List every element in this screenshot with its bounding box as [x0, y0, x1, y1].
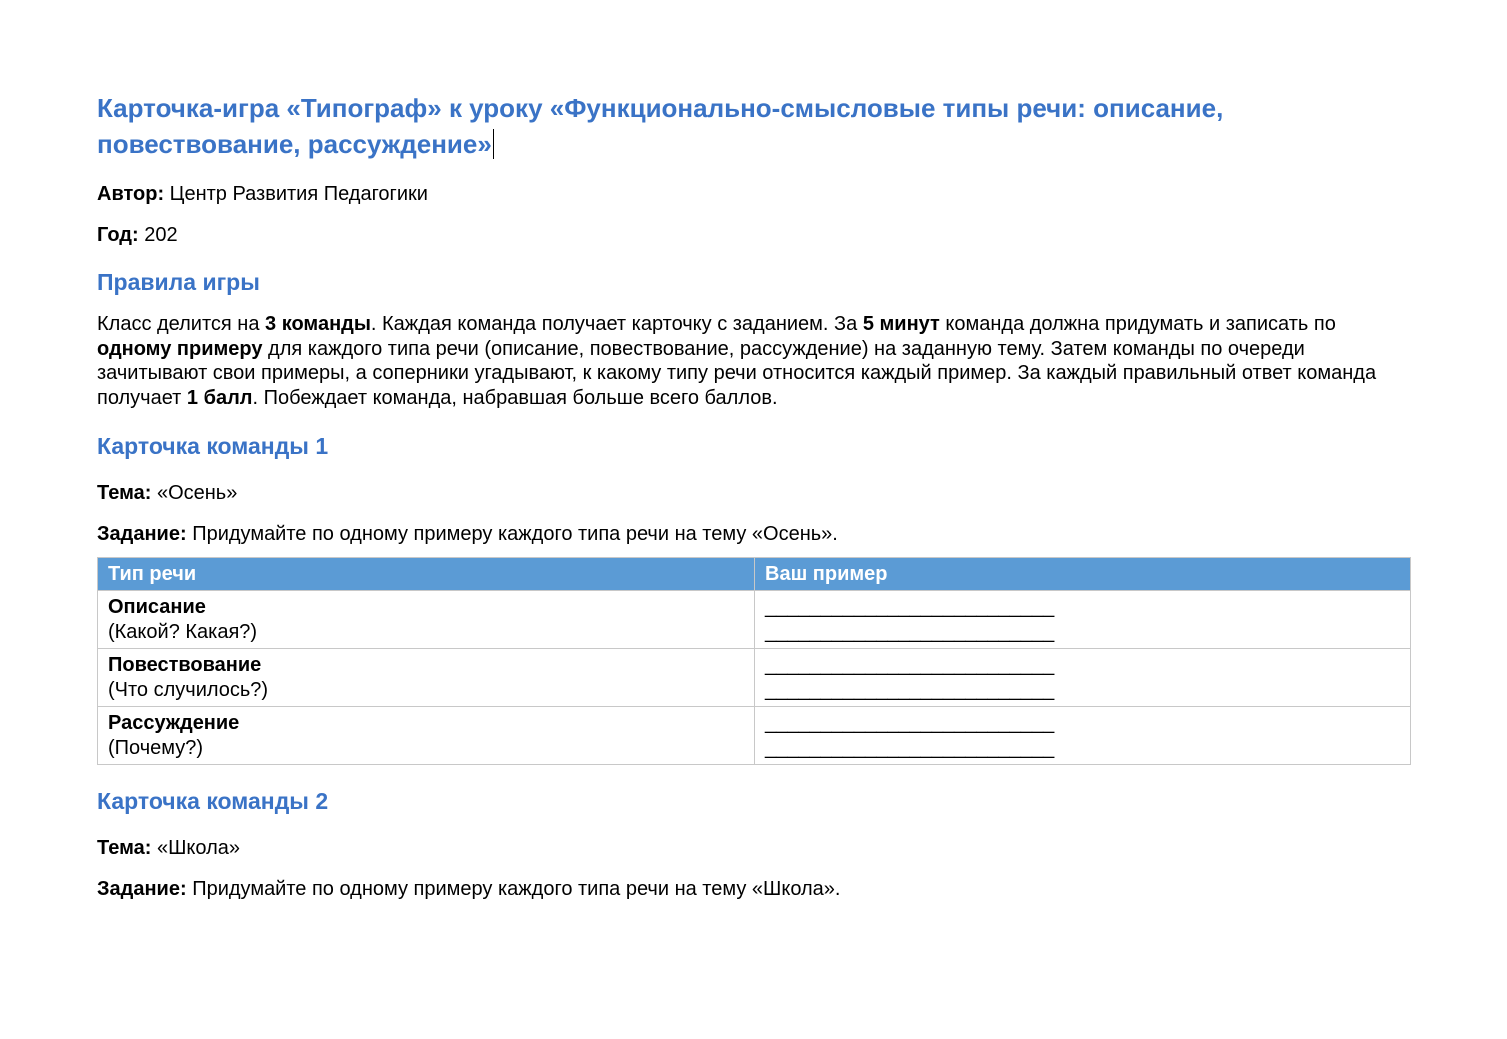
example-cell[interactable] [755, 591, 1411, 649]
table-row [98, 591, 1411, 649]
year-label: Год: [97, 224, 139, 246]
speech-type-name: Описание [108, 596, 206, 618]
card1-theme [97, 479, 1411, 507]
speech-type-cell [98, 591, 755, 649]
rules-text-3: команда должна придумать и записать по [939, 313, 1336, 335]
speech-type-hint: (Какой? Какая?) [108, 621, 258, 643]
example-cell[interactable] [755, 707, 1411, 765]
card2-theme-label: Тема: [97, 837, 152, 859]
title-text: Карточка-игра «Типограф» к уроку «Функционально-смысловые типы речи: описание, повествование, рассуждение» [97, 93, 1224, 159]
rules-bold-minutes: 5 минут [862, 313, 940, 335]
text-cursor [493, 129, 494, 159]
author-value: Центр Развития Педагогики [164, 183, 428, 205]
table-header-row [98, 558, 1411, 591]
card2-task-label: Задание: [97, 878, 187, 900]
card1-theme-label: Тема: [97, 482, 152, 504]
answer-blank-line[interactable]: __________________________ [765, 621, 1055, 643]
card1-theme-value: «Осень» [151, 482, 238, 504]
rules-text-1: Класс делится на [97, 313, 266, 335]
header-your-example: Ваш пример [755, 558, 1411, 591]
year-value: 202 [138, 224, 178, 246]
card1-heading: Карточка команды 1 [97, 433, 329, 459]
speech-type-cell [98, 707, 755, 765]
card2-theme [97, 834, 1411, 862]
speech-type-name: Рассуждение [108, 712, 240, 734]
card1-task-value: Придумайте по одному примеру каждого типа речи на тему «Осень». [186, 523, 838, 545]
rules-bold-example: одному примеру [97, 337, 263, 360]
answer-blank-line[interactable]: __________________________ [765, 654, 1055, 676]
rules-bold-point: 1 балл [186, 386, 253, 409]
document-title[interactable] [97, 90, 1411, 162]
card2-task-value: Придумайте по одному примеру каждого типа речи на тему «Школа». [186, 878, 841, 900]
answer-blank-line[interactable]: __________________________ [765, 679, 1055, 701]
rules-heading: Правила игры [97, 269, 260, 295]
card2-theme-value: «Школа» [151, 837, 240, 859]
table-row [98, 707, 1411, 765]
card1-table [97, 557, 1411, 765]
rules-text-2: . Каждая команда получает карточку с заданием. За [370, 313, 863, 335]
rules-text-4: для каждого типа речи (описание, повествование, рассуждение) на заданную тему. Затем команды по очереди зачитывают свои примеры, а соперники угадывают, к какому типу речи относится каждый пример. За каждый правильный ответ команда получает [97, 337, 1377, 409]
answer-blank-line[interactable]: __________________________ [765, 596, 1055, 618]
answer-blank-line[interactable]: __________________________ [765, 737, 1055, 759]
speech-type-name: Повествование [108, 654, 262, 676]
card1-task [97, 520, 1411, 548]
document-body [97, 90, 1411, 903]
speech-type-hint: (Почему?) [108, 737, 204, 759]
card1-task-label: Задание: [97, 523, 187, 545]
rules-text-5: . Побеждает команда, набравшая больше всего баллов. [252, 386, 778, 409]
speech-type-cell [98, 649, 755, 707]
rules-bold-teams: 3 команды [265, 313, 371, 335]
year-line [97, 221, 1411, 249]
table-row [98, 649, 1411, 707]
rules-paragraph [97, 312, 1411, 410]
example-cell[interactable] [755, 649, 1411, 707]
card2-task [97, 875, 1411, 903]
author-label: Автор: [97, 183, 165, 205]
header-speech-type: Тип речи [98, 558, 755, 591]
author-line [97, 180, 1411, 208]
answer-blank-line[interactable]: __________________________ [765, 712, 1055, 734]
card2-heading: Карточка команды 2 [97, 788, 329, 814]
speech-type-hint: (Что случилось?) [108, 679, 269, 701]
